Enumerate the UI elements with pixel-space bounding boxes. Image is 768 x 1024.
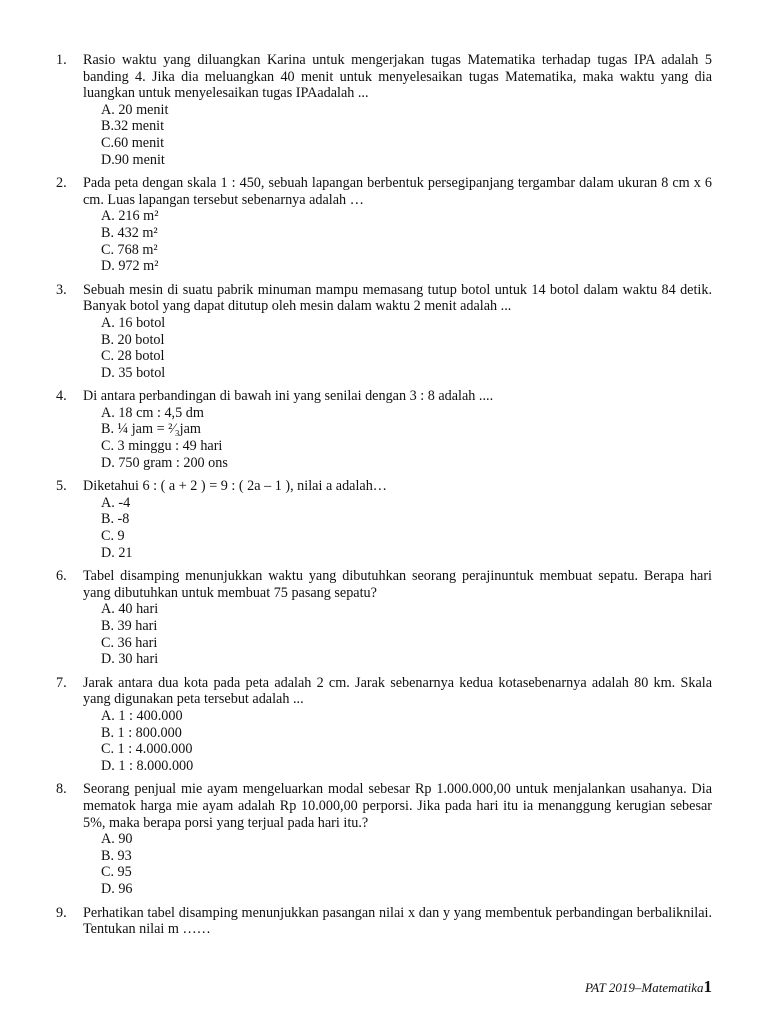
question-text: Seorang penjual mie ayam mengeluarkan modal sebesar Rp 1.000.000,00 untuk menjalankan usahanya. Dia mematok harga mie ayam adalah Rp 10.000,00 perporsi. Jika pada hari itu ia menanggung kerugian sebesar 5%, maka berapa porsi yang terjual pada hari itu.? (83, 781, 712, 831)
answer-option: B. 20 botol (101, 331, 165, 348)
question-5 (0, 478, 768, 561)
answer-options (101, 315, 768, 381)
answer-option: D. 21 (101, 544, 133, 561)
question-8 (0, 781, 768, 897)
question-number: 5. (56, 478, 67, 495)
answer-options (101, 405, 768, 471)
question-2 (0, 175, 768, 275)
answer-option: B. 1 : 800.000 (101, 724, 182, 741)
answer-option: B. ¼ jam = ²⁄₃jam (101, 421, 201, 438)
question-number: 2. (56, 175, 67, 192)
question-1 (0, 52, 768, 168)
answer-options (101, 601, 768, 667)
answer-option: C. 28 botol (101, 348, 165, 365)
question-text: Tabel disamping menunjukkan waktu yang dibutuhkan seorang perajinuntuk membuat sepatu. Berapa hari yang dibutuhkan untuk membuat 75 pasang sepatu? (83, 568, 712, 601)
question-number: 9. (56, 904, 67, 921)
page-footer (585, 979, 712, 997)
question-number: 4. (56, 388, 67, 405)
question-list (0, 52, 768, 945)
answer-options (101, 831, 768, 897)
answer-option: D. 750 gram : 200 ons (101, 454, 228, 471)
question-text: Pada peta dengan skala 1 : 450, sebuah lapangan berbentuk persegipanjang tergambar dalam ukuran 8 cm x 6 cm. Luas lapangan tersebut sebenarnya adalah … (83, 175, 712, 208)
answer-option: D. 1 : 8.000.000 (101, 757, 194, 774)
question-3 (0, 282, 768, 382)
answer-option: A. 20 menit (101, 101, 169, 118)
answer-option: C. 9 (101, 528, 125, 545)
answer-option: C. 768 m² (101, 241, 158, 258)
question-number: 8. (56, 781, 67, 798)
answer-option: B. 39 hari (101, 618, 158, 634)
answer-option: C.60 menit (101, 134, 165, 151)
question-number: 7. (56, 674, 67, 691)
question-text: Rasio waktu yang diluangkan Karina untuk mengerjakan tugas Matematika terhadap tugas IPA adalah 5 banding 4. Jika dia meluangkan 40 menit untuk menyelesaikan tugas Matematika, maka waktu yang dia luangkan untuk menyelesaikan tugas IPAadalah ... (83, 52, 712, 102)
question-6 (0, 568, 768, 668)
answer-options (101, 708, 768, 774)
answer-option: B. 432 m² (101, 224, 158, 241)
answer-option: C. 36 hari (101, 634, 158, 651)
answer-option: A. 40 hari (101, 601, 159, 618)
question-number: 1. (56, 52, 67, 68)
answer-option: A. 16 botol (101, 314, 166, 331)
answer-option: D. 30 hari (101, 651, 159, 668)
question-text: Diketahui 6 : ( a + 2 ) = 9 : ( 2a – 1 ), nilai a adalah… (83, 478, 387, 495)
question-4 (0, 388, 768, 471)
question-number: 6. (56, 568, 67, 585)
answer-options (101, 495, 768, 561)
question-9 (0, 905, 768, 938)
question-text: Perhatikan tabel disamping menunjukkan pasangan nilai x dan y yang membentuk perbandingan berbaliknilai. Tentukan nilai m …… (83, 904, 712, 938)
answer-option: A. -4 (101, 494, 131, 511)
question-text: Di antara perbandingan di bawah ini yang senilai dengan 3 : 8 adalah .... (83, 388, 494, 405)
answer-option: C. 1 : 4.000.000 (101, 741, 193, 758)
answer-option: A. 1 : 400.000 (101, 707, 183, 724)
page-number: 1 (703, 977, 712, 996)
question-text: Jarak antara dua kota pada peta adalah 2 cm. Jarak sebenarnya kedua kotasebenarnya adalah 80 km. Skala yang digunakan peta tersebut adalah ... (83, 674, 712, 708)
question-text: Sebuah mesin di suatu pabrik minuman mampu memasang tutup botol untuk 14 botol dalam waktu 84 detik. Banyak botol yang dapat ditutup oleh mesin dalam waktu 2 menit adalah ... (83, 281, 712, 315)
answer-option: C. 3 minggu : 49 hari (101, 438, 223, 455)
answer-option: D. 972 m² (101, 258, 159, 275)
answer-option: B. 93 (101, 847, 132, 864)
answer-option: B.32 menit (101, 118, 165, 135)
answer-option: A. 216 m² (101, 208, 159, 225)
answer-option: A. 90 (101, 831, 133, 848)
answer-option: D.90 menit (101, 151, 165, 168)
question-number: 3. (56, 281, 67, 298)
footer-label: PAT 2019–Matematika (584, 980, 704, 995)
answer-option: A. 18 cm : 4,5 dm (101, 404, 204, 421)
answer-option: B. -8 (101, 511, 130, 528)
answer-option: C. 95 (101, 864, 132, 881)
answer-options (101, 208, 768, 274)
answer-options (101, 102, 768, 168)
answer-option: D. 35 botol (101, 364, 166, 381)
question-7 (0, 675, 768, 775)
answer-option: D. 96 (101, 880, 133, 897)
